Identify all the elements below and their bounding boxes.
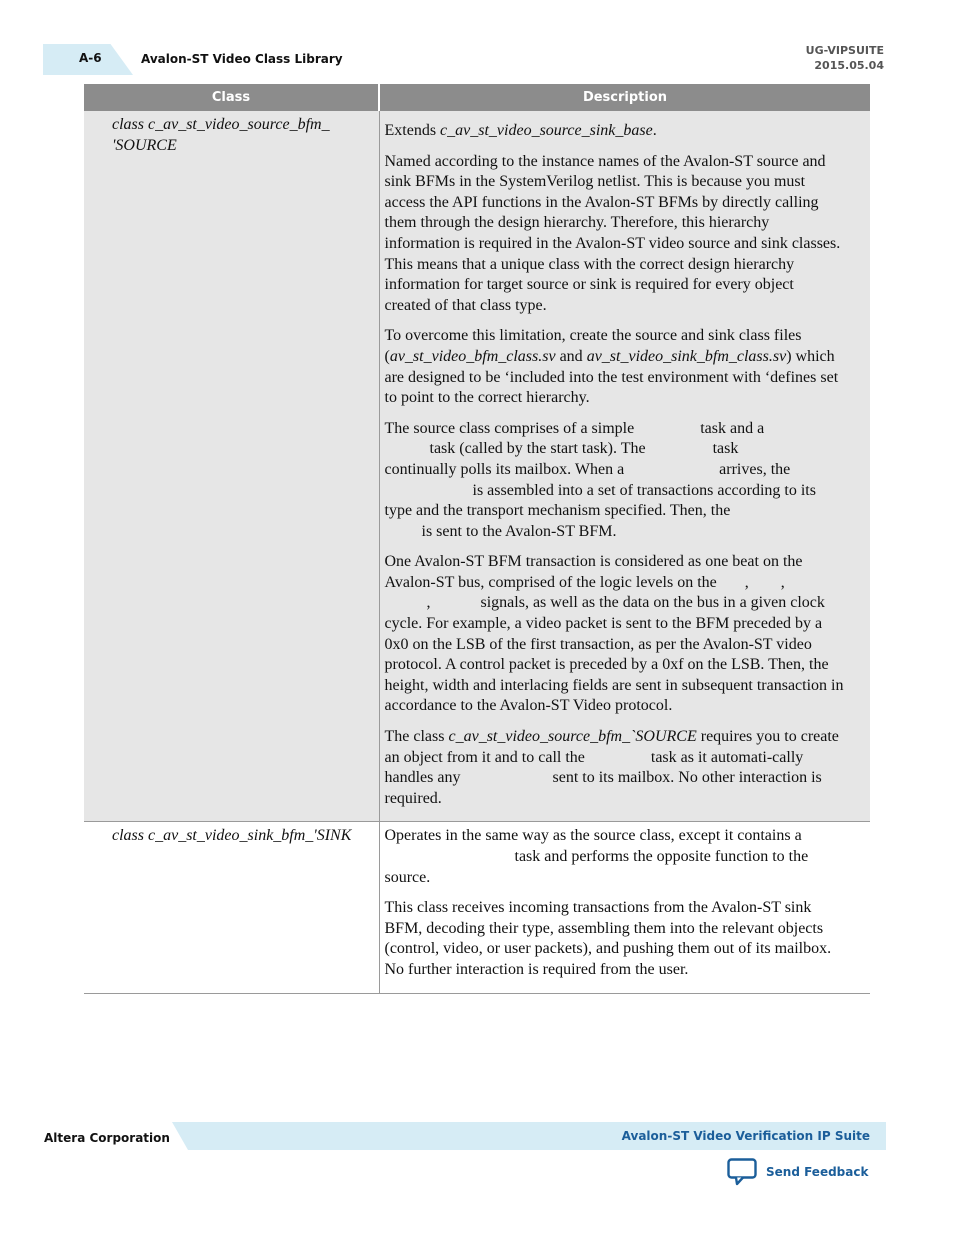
text-run: One Avalon-ST BFM transaction is considered as one beat on the Avalon-ST bus, comprised of the logic levels on the bbox=[384, 553, 803, 591]
description-paragraph bbox=[385, 826, 845, 888]
footer-doc-title: Avalon-ST Video Verification IP Suite bbox=[621, 1129, 870, 1143]
text-run: task and a bbox=[700, 419, 765, 437]
class-cell bbox=[84, 822, 379, 993]
column-header-class: Class bbox=[84, 84, 379, 111]
file-name: av_st_video_bfm_class.sv bbox=[389, 347, 556, 365]
file-name: av_st_video_sink_bfm_class.sv bbox=[586, 347, 787, 365]
doc-info bbox=[806, 43, 884, 73]
text-run: . bbox=[652, 122, 657, 139]
text-run: arrives, the bbox=[719, 460, 791, 478]
text-run: Operates in the same way as the source class, except it contains a bbox=[384, 827, 802, 845]
table-row bbox=[84, 822, 870, 993]
text-run: task (called by the start task). The bbox=[429, 440, 646, 458]
page-number: A-6 bbox=[79, 51, 102, 65]
text-run: ) which are designed to be ‘included into the test environment with ‘defines set to point to the correct hierarchy. bbox=[384, 347, 839, 407]
class-name-line: class c_av_st_video_sink_bfm_'SINK bbox=[112, 827, 352, 845]
text-run: requires you to create an object from it and to call the bbox=[384, 728, 839, 766]
class-cell bbox=[84, 111, 379, 822]
speech-bubble-icon bbox=[727, 1158, 757, 1186]
description-paragraph: This class receives incoming transactions from the Avalon-ST sink BFM, decoding their type, assembling them into the relevant objects (control, video, or user packets), and pushing them out of its mailbox. No further interaction is required from the user. bbox=[384, 899, 832, 978]
column-header-description: Description bbox=[379, 84, 870, 111]
text-run: signals, as well as the data on the bus in a given clock cycle. For example, a video packet is sent to the BFM preceded by a 0x0 on the LSB of the first transaction, as per the Avalon-ST video protocol. A control packet is preceded by a 0xf on the LSB. Then, the height, width and interlacing fields are sent in subsequent transaction in accordance to the Avalon-ST Video protocol. bbox=[384, 594, 844, 715]
text-run: Extends bbox=[384, 122, 441, 139]
class-name-line: 'SOURCE bbox=[112, 136, 177, 154]
class-table bbox=[84, 84, 870, 994]
description-cell bbox=[379, 111, 870, 822]
text-run: task as it automati-cally handles any bbox=[384, 748, 804, 787]
text-run: task bbox=[712, 440, 739, 458]
text-run: , bbox=[426, 594, 431, 612]
doc-date: 2015.05.04 bbox=[814, 59, 884, 72]
doc-id: UG-VIPSUITE bbox=[805, 44, 884, 57]
text-run: is assembled into a set of transactions according to its type and the transport mechanism specified. Then, the bbox=[384, 481, 816, 520]
description-paragraph bbox=[385, 552, 845, 717]
text-run: task and performs the opposite function to the source. bbox=[384, 848, 809, 886]
text-run: The class bbox=[384, 728, 449, 746]
section-title: Avalon-ST Video Class Library bbox=[141, 52, 343, 66]
text-run: To overcome this limitation, create the source and sink class files ( bbox=[384, 327, 802, 365]
footer-company: Altera Corporation bbox=[44, 1131, 170, 1145]
class-name-ref: c_av_st_video_source_bfm_`SOURCE bbox=[448, 728, 697, 746]
base-class-name: c_av_st_video_source_sink_base bbox=[440, 122, 653, 139]
description-paragraph bbox=[385, 419, 845, 543]
text-run: and bbox=[555, 347, 587, 365]
send-feedback-link[interactable] bbox=[727, 1158, 868, 1186]
table-row bbox=[84, 111, 870, 822]
text-run: continually polls its mailbox. When a bbox=[384, 460, 625, 478]
description-paragraph: Named according to the instance names of the Avalon-ST source and sink BFMs in the SystemVerilog netlist. This is because you must access the API functions in the Avalon-ST BFMs by directly calling them through the design hierarchy. Therefore, this hierarchy information is required in the Avalon-ST video source and sink classes. This means that a unique class with the correct design hierarchy information for target source or sink is required for every object created of that class type. bbox=[384, 152, 841, 314]
text-run: , bbox=[780, 573, 785, 591]
send-feedback-label[interactable]: Send Feedback bbox=[766, 1165, 869, 1179]
text-run: The source class comprises of a simple bbox=[384, 419, 635, 437]
description-cell bbox=[379, 822, 870, 993]
text-run: , bbox=[744, 573, 749, 591]
description-paragraph bbox=[385, 727, 845, 809]
description-paragraph bbox=[385, 121, 845, 142]
table-header-row bbox=[84, 84, 870, 111]
text-run: is sent to the Avalon-ST BFM. bbox=[421, 522, 617, 540]
text-run: sent to its mailbox. No other interaction is required. bbox=[384, 769, 822, 807]
class-name-line: class c_av_st_video_source_bfm_ bbox=[112, 116, 330, 133]
description-paragraph bbox=[385, 326, 845, 408]
